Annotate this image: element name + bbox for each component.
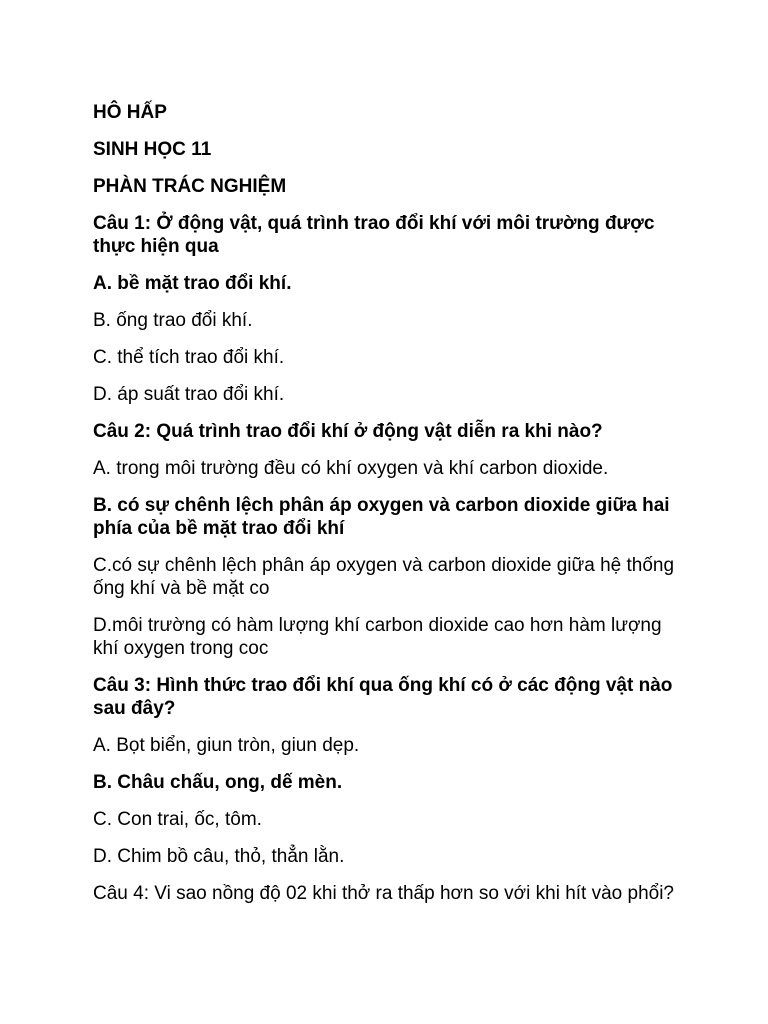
question-1-option-c: C. thể tích trao đổi khí. bbox=[93, 347, 285, 368]
question-2-option-d: D.môi trường có hàm lượng khí carbon dioxide cao hơn hàm lượng khí oxygen trong coc bbox=[93, 615, 662, 659]
section-heading: PHÀN TRÁC NGHIỆM bbox=[93, 176, 287, 197]
question-3-option-c: C. Con trai, ốc, tôm. bbox=[93, 809, 262, 830]
question-3-option-d: D. Chim bồ câu, thỏ, thẳn lằn. bbox=[93, 846, 345, 867]
question-3-option-b: B. Châu chấu, ong, dế mèn. bbox=[93, 772, 343, 793]
question-2-option-b: B. có sự chênh lệch phân áp oxygen và carbon dioxide giữa hai phía của bề mặt trao đổi khí bbox=[93, 495, 670, 539]
question-1-option-d: D. áp suất trao đổi khí. bbox=[93, 384, 285, 405]
question-4: Câu 4: Vi sao nồng độ 02 khi thở ra thấp hơn so với khi hít vào phổi? bbox=[93, 883, 675, 904]
question-3: Câu 3: Hình thức trao đổi khí qua ống khí có ở các động vật nào sau đây? bbox=[93, 675, 673, 719]
document-subject: SINH HỌC 11 bbox=[93, 139, 212, 160]
question-2-option-c: C.có sự chênh lệch phân áp oxygen và carbon dioxide giữa hệ thống ống khí và bề mặt co bbox=[93, 555, 675, 599]
document-title: HÔ HẤP bbox=[93, 102, 167, 123]
question-1-option-b: B. ống trao đổi khí. bbox=[93, 310, 253, 331]
question-1-option-a: A. bề mặt trao đổi khí. bbox=[93, 273, 292, 294]
question-2: Câu 2: Quá trình trao đổi khí ở động vật diễn ra khi nào? bbox=[93, 421, 603, 442]
question-3-option-a: A. Bọt biển, giun tròn, giun dẹp. bbox=[93, 735, 360, 756]
question-2-option-a: A. trong môi trường đều có khí oxygen và khí carbon dioxide. bbox=[93, 458, 609, 479]
document-page bbox=[93, 101, 683, 919]
question-1: Câu 1: Ở động vật, quá trình trao đổi khí với môi trường được thực hiện qua bbox=[93, 213, 655, 257]
